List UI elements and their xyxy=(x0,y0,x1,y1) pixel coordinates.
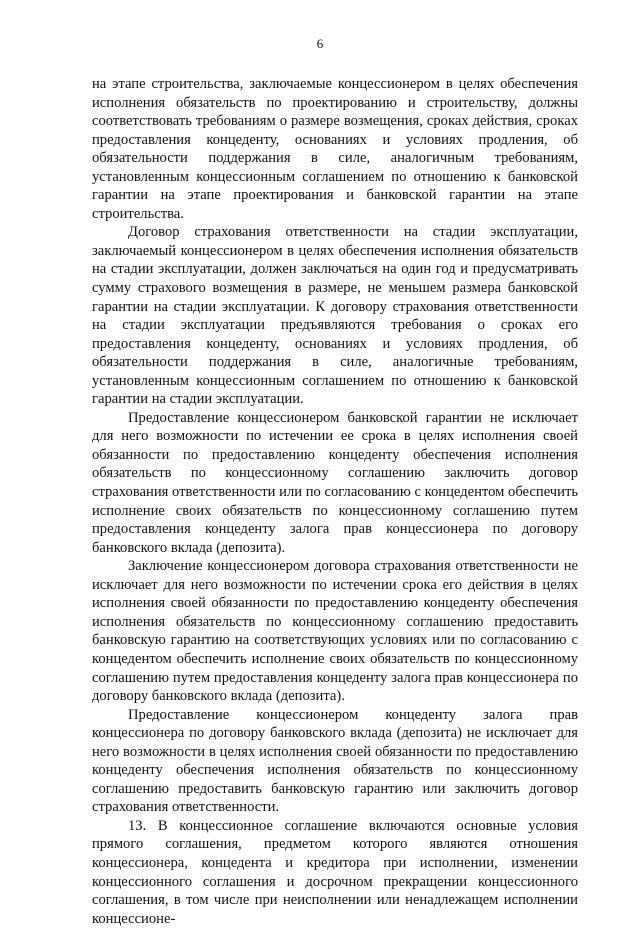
document-body xyxy=(92,75,578,928)
paragraph-bank-guarantee: Предоставление концессионером банковской гарантии не исключает для него возможности по истечении ее срока в целях исполнения своей обязанности по предоставлению концеденту обеспечения исполнения обязательств по концессионному соглашению заключить договор страхования ответственности или по согласованию с концедентом обеспечить исполнение своих обязательств по концессионному соглашению путем предоставления концеденту залога прав концессионера по договору банковского вклада (депозита). xyxy=(92,409,578,556)
paragraph-clause-13: 13. В концессионное соглашение включаются основные условия прямого соглашения, предметом которого являются отношения концессионера, концедента и кредитора при исполнении, изменении концессионного соглашения и досрочном прекращении концессионного соглашения, в том числе при неисполнении или ненадлежащем исполнении концессионе- xyxy=(92,817,578,927)
paragraph-operation-insurance: Договор страхования ответственности на стадии эксплуатации, заключаемый концессионером в целях обеспечения исполнения обязательств на стадии эксплуатации, должен заключаться на один год и предусматривать сумму страхового возмещения в размере, не меньшем размера банковской гарантии на стадии эксплуатации. К договору страхования ответственности на стадии эксплуатации предъявляются требования о сроках его предоставления концеденту, основаниях и условиях продления, об обязательности поддержания в силе, аналогичные требованиям, установленным концессионным соглашением по отношению к банковской гарантии на стадии эксплуатации. xyxy=(92,224,578,408)
paragraph-continuation: на этапе строительства, заключаемые концессионером в целях обеспечения исполнения обязательств по проектированию и строительству, должны соответствовать требованиям о размере возмещения, сроках действия, сроках предоставления концеденту, основаниях и условиях продления, об обязательности поддержания в силе, аналогичным требованиям, установленным концессионным соглашением по отношению к банковской гарантии на этапе проектирования и банковской гарантии на этапе строительства. xyxy=(92,76,578,222)
paragraph-insurance-contract: Заключение концессионером договора страхования ответственности не исключает для него возможности по истечении срока его действия в целях исполнения своей обязанности по предоставлению концеденту обеспечения исполнения обязательств по концессионному соглашению предоставить банковскую гарантию на соответствующих условиях или по согласованию с концедентом обеспечить исполнение своих обязательств по концессионному соглашению путем предоставления концеденту залога прав концессионера по договору банковского вклада (депозита). xyxy=(92,558,578,705)
page-number: 6 xyxy=(316,36,324,51)
paragraph-pledge: Предоставление концессионером концеденту залога прав концессионера по договору банковского вклада (депозита) не исключает для него возможности в целях исполнения своей обязанности по предоставлению концеденту обеспечения исполнения обязательств по концессионному соглашению предоставить банковскую гарантию или заключить договор страхования ответственности. xyxy=(92,706,578,816)
